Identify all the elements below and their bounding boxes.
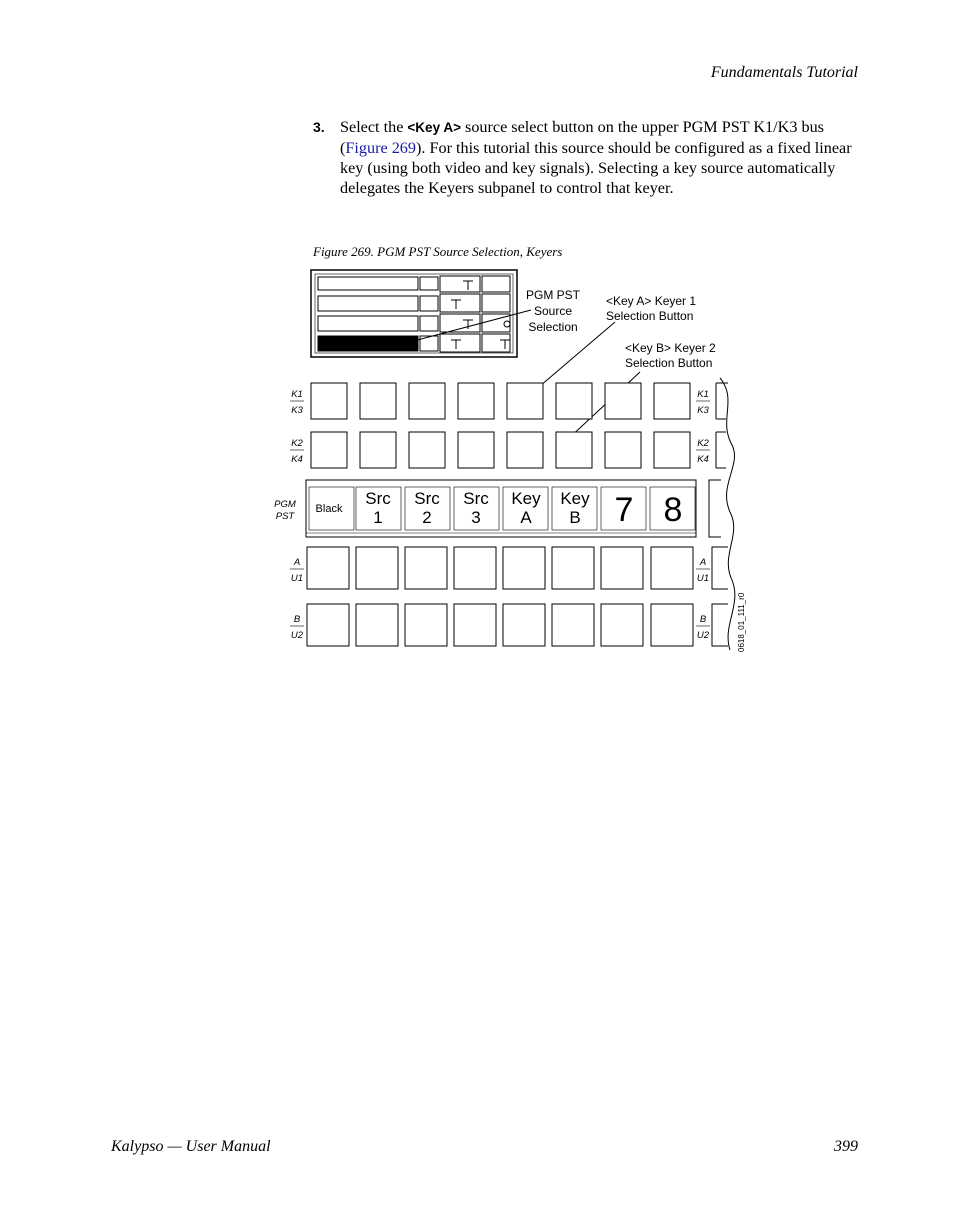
k2-k4-button[interactable] [360, 432, 396, 468]
source-key-a-letter: A [520, 508, 532, 527]
a-u1-button[interactable] [454, 547, 496, 589]
k1-k3-key-a-button[interactable] [507, 383, 543, 419]
svg-text:Selection Button: Selection Button [625, 356, 713, 370]
source-src3-label[interactable]: Src [463, 489, 489, 508]
row-label-b-u2-left [290, 614, 304, 641]
source-src1-number: 1 [373, 508, 383, 527]
callout-key-a-keyer-1 [606, 294, 696, 323]
svg-text:PGM: PGM [274, 499, 296, 510]
svg-text:PST: PST [275, 511, 295, 522]
b-u2-button[interactable] [307, 604, 349, 646]
a-u1-button[interactable] [356, 547, 398, 589]
k1-k3-button[interactable] [311, 383, 347, 419]
k2-k4-key-b-button[interactable] [556, 432, 592, 468]
cutoff-edge [709, 378, 735, 650]
running-header: Fundamentals Tutorial [710, 64, 858, 81]
a-u1-button[interactable] [503, 547, 545, 589]
b-u2-button[interactable] [601, 604, 643, 646]
svg-text:<Key A> Keyer 1: <Key A> Keyer 1 [606, 294, 697, 308]
k1-k3-button-row [311, 383, 690, 419]
svg-text:K2: K2 [291, 438, 303, 449]
b-u2-button[interactable] [454, 604, 496, 646]
source-src2-label[interactable]: Src [414, 489, 440, 508]
row-label-b-u2-right [696, 614, 710, 641]
svg-text:Selection Button: Selection Button [606, 309, 694, 323]
svg-text:U1: U1 [696, 573, 710, 584]
k2-k4-button[interactable] [605, 432, 641, 468]
b-u2-button[interactable] [552, 604, 594, 646]
svg-text:K4: K4 [291, 454, 303, 465]
b-u2-button[interactable] [356, 604, 398, 646]
step-text-before: Select the [340, 118, 408, 136]
source-key-a-label[interactable]: Key [511, 489, 541, 508]
k2-k4-button[interactable] [654, 432, 690, 468]
b-u2-button-row [307, 604, 693, 646]
a-u1-button-row [307, 547, 693, 589]
row-label-k1-k3-right [696, 389, 710, 416]
panel-thumbnail [311, 270, 517, 357]
step-number: 3. [313, 119, 325, 135]
k1-k3-button[interactable] [458, 383, 494, 419]
svg-text:Selection: Selection [528, 320, 578, 334]
figure-caption: Figure 269. PGM PST Source Selection, Keyers [313, 244, 563, 259]
a-u1-button[interactable] [651, 547, 693, 589]
k2-k4-button[interactable] [507, 432, 543, 468]
row-label-pgm-pst [274, 499, 296, 522]
svg-text:U2: U2 [696, 630, 710, 641]
svg-text:U2: U2 [290, 630, 304, 641]
k1-k3-button[interactable] [605, 383, 641, 419]
a-u1-button[interactable] [601, 547, 643, 589]
source-key-b-label[interactable]: Key [560, 489, 590, 508]
a-u1-button[interactable] [552, 547, 594, 589]
row-label-a-u1-left [290, 557, 304, 584]
source-key-b-letter: B [569, 508, 581, 527]
a-u1-button[interactable] [307, 547, 349, 589]
k1-k3-button[interactable] [409, 383, 445, 419]
b-u2-button[interactable] [405, 604, 447, 646]
b-u2-button[interactable] [503, 604, 545, 646]
svg-text:K3: K3 [697, 405, 709, 416]
figure-link[interactable]: Figure 269 [345, 139, 416, 157]
key-a-keyword: <Key A> [407, 120, 461, 135]
b-u2-button[interactable] [651, 604, 693, 646]
footer-manual-title: Kalypso — User Manual [111, 1138, 271, 1155]
row-label-k2-k4-left [290, 438, 304, 465]
svg-text:PGM PST: PGM PST [525, 288, 581, 302]
source-src1-label[interactable]: Src [365, 489, 391, 508]
step-text-mid: source select button on the upper PGM PST K1/K3 bus ( [340, 118, 824, 157]
source-7-label[interactable]: 7 [614, 491, 634, 529]
source-src3-number: 3 [471, 508, 481, 527]
svg-text:B: B [293, 614, 301, 625]
pgm-pst-source-strip [306, 480, 696, 537]
source-black-label[interactable]: Black [315, 503, 343, 515]
svg-text:Source: Source [533, 304, 573, 318]
svg-text:B: B [699, 614, 707, 625]
callout-key-b-keyer-2 [625, 341, 716, 370]
source-8-label[interactable]: 8 [663, 491, 683, 529]
callout-leaders [406, 310, 640, 440]
callout-pgm-pst-source-selection [526, 288, 581, 334]
svg-text:A: A [699, 557, 707, 568]
k1-k3-button[interactable] [654, 383, 690, 419]
figure-id: 0618_01_111_r0 [737, 592, 746, 652]
svg-text:K2: K2 [697, 438, 709, 449]
step-text-after: ). For this tutorial this source should be configured as a fixed linear key (using both video and key signals). Selecting a key source automatically delegates the Keyers subpanel to control that keyer. [340, 139, 852, 197]
a-u1-button[interactable] [405, 547, 447, 589]
k2-k4-button[interactable] [311, 432, 347, 468]
svg-text:K1: K1 [291, 389, 303, 400]
svg-text:A: A [293, 557, 301, 568]
k1-k3-button[interactable] [360, 383, 396, 419]
svg-text:U1: U1 [290, 573, 304, 584]
svg-text:K3: K3 [291, 405, 303, 416]
source-src2-number: 2 [422, 508, 432, 527]
k1-k3-button[interactable] [556, 383, 592, 419]
svg-text:<Key B> Keyer 2: <Key B> Keyer 2 [625, 341, 716, 355]
row-label-k2-k4-right [696, 438, 710, 465]
row-label-k1-k3-left [290, 389, 304, 416]
row-label-a-u1-right [696, 557, 710, 584]
k2-k4-button[interactable] [409, 432, 445, 468]
k2-k4-button-row [311, 432, 690, 468]
page-number: 399 [834, 1138, 858, 1155]
svg-text:K1: K1 [697, 389, 709, 400]
svg-text:K4: K4 [697, 454, 709, 465]
k2-k4-button[interactable] [458, 432, 494, 468]
